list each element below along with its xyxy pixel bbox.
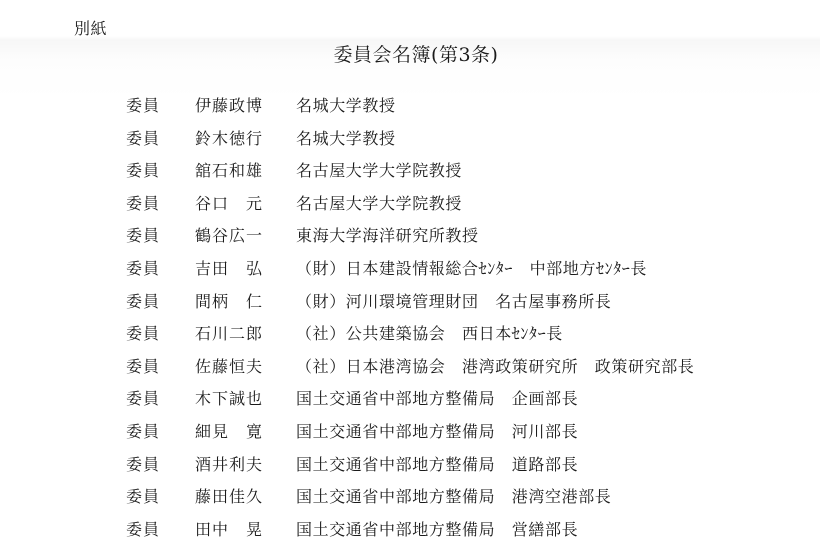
member-row [0,351,820,384]
member-name: 伊藤政博 [195,96,264,115]
member-affiliation: 名古屋大学大学院教授 [296,161,463,181]
member-role: 委員 [126,389,161,409]
member-row [0,318,820,351]
member-role: 委員 [126,487,161,507]
member-affiliation: （財）日本建設情報総合ｾﾝﾀｰ 中部地方ｾﾝﾀｰ長 [296,258,648,278]
member-affiliation: 東海大学海洋研究所教授 [296,226,479,246]
member-role: 委員 [126,193,161,213]
member-affiliation: 国土交通省中部地方整備局 企画部長 [296,389,579,409]
member-row [0,449,820,482]
member-role: 委員 [126,128,161,148]
member-affiliation: 名城大学教授 [296,96,396,115]
member-name: 酒井利夫 [195,454,264,474]
member-affiliation: （社）公共建築協会 西日本ｾﾝﾀｰ長 [296,324,563,344]
member-affiliation: 国土交通省中部地方整備局 道路部長 [296,454,579,474]
member-affiliation: 名城大学教授 [296,128,396,148]
member-row [0,188,820,221]
member-role: 委員 [126,519,161,539]
member-row [0,155,820,188]
member-name: 谷口 元 [195,193,264,213]
member-name: 藤田佳久 [195,487,264,507]
member-role: 委員 [126,258,161,278]
member-name: 木下誠也 [195,389,264,409]
member-role: 委員 [126,454,161,474]
member-affiliation: 国土交通省中部地方整備局 営繕部長 [296,519,579,539]
member-name: 吉田 弘 [195,258,264,278]
member-role: 委員 [126,161,161,181]
member-name: 鶴谷広一 [195,226,264,246]
member-role: 委員 [126,421,161,441]
attachment-label: 別紙 [74,19,108,38]
member-list [0,90,820,546]
member-role: 委員 [126,356,161,376]
member-name: 細見 寛 [195,421,264,441]
member-role: 委員 [126,96,161,115]
member-name: 間柄 仁 [195,291,264,311]
member-affiliation: 国土交通省中部地方整備局 河川部長 [296,421,579,441]
member-affiliation: 名古屋大学大学院教授 [296,193,463,213]
member-affiliation: 国土交通省中部地方整備局 港湾空港部長 [296,487,612,507]
member-row [0,253,820,286]
member-role: 委員 [126,226,161,246]
member-role: 委員 [126,324,161,344]
member-row [0,123,820,156]
member-row [0,416,820,449]
member-role: 委員 [126,291,161,311]
member-row [0,514,820,547]
member-row [0,90,820,123]
member-name: 石川二郎 [195,324,264,344]
member-affiliation: （社）日本港湾協会 港湾政策研究所 政策研究部長 [296,356,695,376]
member-name: 田中 晃 [195,519,264,539]
member-row [0,286,820,319]
member-row [0,383,820,416]
member-affiliation: （財）河川環境管理財団 名古屋事務所長 [296,291,612,311]
document-title-row [0,40,820,67]
member-row [0,481,820,514]
member-row [0,220,820,253]
member-name: 舘石和雄 [195,161,264,181]
document-title: 委員会名簿(第3条) [333,44,499,66]
member-name: 鈴木徳行 [195,128,264,148]
member-name: 佐藤恒夫 [195,356,264,376]
